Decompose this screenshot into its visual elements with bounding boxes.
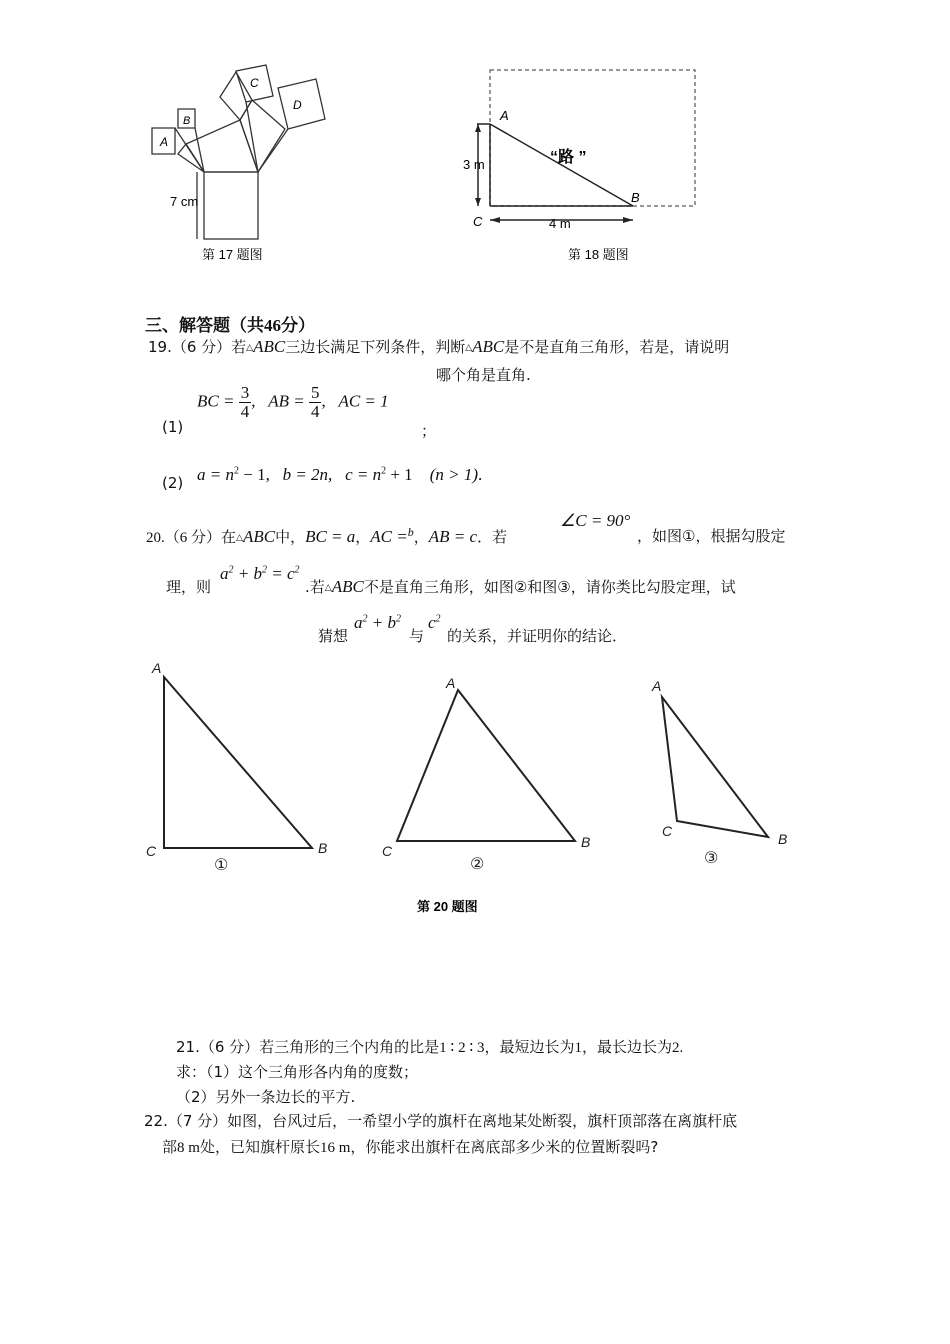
q20-formula: $a^2 + b^2 = c^2$: [220, 564, 300, 583]
measure-4m: 4 m: [549, 216, 571, 231]
triangle-icon: △: [236, 533, 243, 543]
q19-p1-ab: AB =: [268, 391, 305, 411]
t3-label-b: B: [778, 831, 788, 847]
label-b: B: [183, 115, 191, 127]
q19-line1: [148, 336, 729, 357]
q20-l3b: 与: [409, 627, 425, 645]
figure-18: [455, 62, 705, 267]
figure-17: [140, 62, 340, 267]
caption-18: 第 18 题图: [568, 247, 629, 262]
q20-c2: $c^2$: [428, 613, 441, 632]
triangle-3: [662, 697, 768, 837]
q20-l2a: 理，则: [166, 578, 212, 596]
q22-line2: 部8 m处，已知旗杆原长16 m，你能求出旗杆在离底部多少米的位置断裂吗?: [162, 1138, 659, 1156]
q19-p1-end: ；: [421, 422, 437, 440]
t3-label-a: A: [652, 678, 662, 694]
t2-label-c: C: [382, 843, 393, 859]
q20-line1: 20.（6 分）在△ABC中，BC = a，AC =$^b$，AB = c．若: [146, 525, 508, 546]
label-a: A: [160, 135, 169, 149]
t1-label-a: A: [152, 660, 162, 676]
num-2: ②: [470, 856, 485, 873]
q20-angle: ∠C = 90°: [560, 511, 631, 530]
fraction: $\frac{5}{4}$: [310, 383, 320, 421]
label-c: C: [250, 76, 259, 90]
label-b: B: [631, 190, 640, 205]
q21-line1: 21.（6 分）若三角形的三个内角的比是1 ∶ 2 ∶ 3，最短边长为1，最长边长为2.: [176, 1038, 684, 1056]
q19-p2-expr: $a = n^2 - 1$, b = 2n, $c = n^2 + 1$ (n > 1).: [197, 465, 483, 484]
q21-line3: （2）另外一条边长的平方.: [176, 1088, 356, 1106]
q19-tail: 是不是直角三角形，若是，请说明: [504, 338, 730, 356]
measure-3m: 3 m: [463, 157, 485, 172]
t3-label-c: C: [662, 823, 673, 839]
q22-line1: 22.（7 分）如图，台风过后，一希望小学的旗杆在离地某处断裂，旗杆顶部落在离旗杆底: [144, 1112, 738, 1130]
q20-tail1: ，如图①，根据勾股定: [637, 527, 786, 545]
label-d: D: [293, 98, 302, 112]
t1-label-c: C: [146, 843, 157, 859]
t2-label-a: A: [446, 675, 456, 691]
measure-7cm: 7 cm: [170, 194, 199, 209]
q19-p1-bc: BC =: [197, 391, 235, 411]
caption-20: 第 20 题图: [417, 899, 478, 914]
big-square: [204, 172, 258, 239]
t2-label-b: B: [581, 834, 591, 850]
triangle-icon: △: [465, 343, 473, 353]
q19-p1-expr: BC = $\frac{3}{4}$ , AB = $\frac{5}{4}$ , AC = 1: [197, 383, 389, 421]
q20-l2: .若△ABC不是直角三角形，如图②和图③，请你类比勾股定理，试: [305, 577, 736, 596]
triangle-icon: △: [246, 343, 254, 353]
q19-p2-label: (2): [162, 474, 184, 492]
label-a: A: [500, 108, 509, 123]
section-title: [145, 311, 315, 336]
triangle-icon: △: [324, 583, 332, 593]
label-c: C: [473, 214, 483, 229]
q19-p1-label: (1): [162, 418, 184, 436]
num-3: ③: [704, 850, 719, 867]
road-label: “路 ”: [550, 149, 587, 166]
q19-abc: ABC: [253, 337, 286, 356]
q20-l3a: 猜想: [318, 627, 349, 645]
section-suffix: 分）: [281, 316, 315, 336]
q19-line2: 哪个角是直角.: [436, 366, 531, 384]
q21-line2: 求：（1）这个三角形各内角的度数；: [176, 1063, 419, 1081]
section-points: 46: [264, 316, 281, 335]
figure-20: [140, 655, 800, 920]
q19-p1-ac: AC = 1: [338, 391, 389, 411]
q19-abc-2: ABC: [472, 337, 505, 356]
t1-label-b: B: [318, 840, 328, 856]
caption-17: 第 17 题图: [202, 247, 263, 262]
triangle-2: [397, 690, 575, 841]
q20-l3c: 的关系，并证明你的结论．: [447, 627, 628, 645]
num-1: ①: [214, 857, 229, 874]
fraction: $\frac{3}{4}$: [240, 383, 250, 421]
q19-head: 19.（6 分）若: [148, 338, 247, 356]
q20-a2b2: $a^2 + b^2$: [354, 613, 401, 632]
section-prefix: 三、解答题（共: [145, 316, 264, 336]
triangle-1: [164, 677, 312, 848]
q19-mid: 三边长满足下列条件，判断: [285, 338, 466, 356]
